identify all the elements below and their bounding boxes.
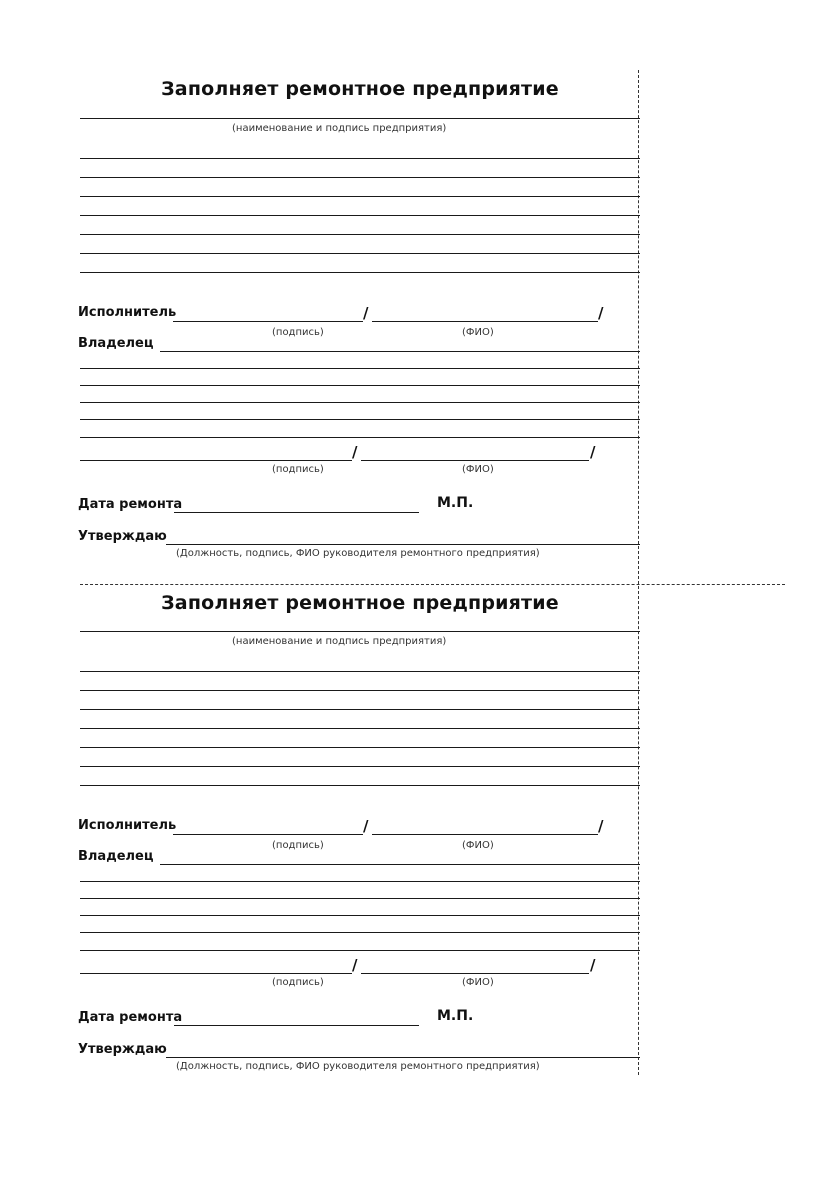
- separator-slash: /: [598, 817, 604, 835]
- repair-date-line[interactable]: [174, 512, 419, 513]
- signature-caption: (подпись): [272, 464, 324, 475]
- horizontal-cut-line: [80, 584, 785, 585]
- text-line[interactable]: [80, 437, 640, 438]
- name-caption: (ФИО): [462, 464, 494, 475]
- repair-date-label: Дата ремонта: [78, 497, 183, 512]
- text-line[interactable]: [80, 747, 640, 748]
- owner-line[interactable]: [160, 864, 640, 865]
- text-line[interactable]: [80, 881, 640, 882]
- executor-signature-line[interactable]: [173, 834, 363, 835]
- text-line[interactable]: [80, 671, 640, 672]
- separator-slash: /: [352, 443, 358, 461]
- text-line[interactable]: [80, 368, 640, 369]
- signature-caption: (подпись): [272, 840, 324, 851]
- approve-line[interactable]: [166, 544, 640, 545]
- name-caption: (ФИО): [462, 840, 494, 851]
- enterprise-line[interactable]: [80, 118, 640, 119]
- text-line[interactable]: [80, 898, 640, 899]
- text-line[interactable]: [80, 385, 640, 386]
- executor-label: Исполнитель: [78, 305, 177, 320]
- text-line[interactable]: [80, 766, 640, 767]
- stamp-label: М.П.: [437, 495, 474, 511]
- text-line[interactable]: [80, 215, 640, 216]
- enterprise-caption: (наименование и подпись предприятия): [232, 636, 447, 647]
- text-line[interactable]: [80, 915, 640, 916]
- executor-name-line[interactable]: [372, 321, 598, 322]
- text-line[interactable]: [80, 728, 640, 729]
- repair-date-label: Дата ремонта: [78, 1010, 183, 1025]
- separator-slash: /: [590, 443, 596, 461]
- executor-signature-line[interactable]: [173, 321, 363, 322]
- separator-slash: /: [352, 956, 358, 974]
- owner-signature-line[interactable]: [80, 973, 352, 974]
- text-line[interactable]: [80, 932, 640, 933]
- approve-caption: (Должность, подпись, ФИО руководителя ремонтного предприятия): [176, 548, 540, 559]
- text-line[interactable]: [80, 158, 640, 159]
- signature-caption: (подпись): [272, 327, 324, 338]
- repair-date-line[interactable]: [174, 1025, 419, 1026]
- text-line[interactable]: [80, 177, 640, 178]
- name-caption: (ФИО): [462, 977, 494, 988]
- text-line[interactable]: [80, 950, 640, 951]
- name-caption: (ФИО): [462, 327, 494, 338]
- owner-name-line[interactable]: [361, 973, 589, 974]
- stamp-label: М.П.: [437, 1008, 474, 1024]
- text-line[interactable]: [80, 196, 640, 197]
- signature-caption: (подпись): [272, 977, 324, 988]
- text-line[interactable]: [80, 785, 640, 786]
- text-line[interactable]: [80, 234, 640, 235]
- separator-slash: /: [363, 304, 369, 322]
- text-line[interactable]: [80, 419, 640, 420]
- owner-label: Владелец: [78, 849, 154, 864]
- vertical-cut-line: [638, 70, 639, 1075]
- approve-caption: (Должность, подпись, ФИО руководителя ремонтного предприятия): [176, 1061, 540, 1072]
- text-line[interactable]: [80, 690, 640, 691]
- separator-slash: /: [598, 304, 604, 322]
- owner-name-line[interactable]: [361, 460, 589, 461]
- block-title: Заполняет ремонтное предприятие: [161, 592, 559, 614]
- executor-label: Исполнитель: [78, 818, 177, 833]
- separator-slash: /: [363, 817, 369, 835]
- approve-label: Утверждаю: [78, 1042, 167, 1057]
- block-title: Заполняет ремонтное предприятие: [161, 78, 559, 100]
- text-line[interactable]: [80, 272, 640, 273]
- owner-line[interactable]: [160, 351, 640, 352]
- text-line[interactable]: [80, 709, 640, 710]
- owner-label: Владелец: [78, 336, 154, 351]
- owner-signature-line[interactable]: [80, 460, 352, 461]
- text-line[interactable]: [80, 253, 640, 254]
- separator-slash: /: [590, 956, 596, 974]
- text-line[interactable]: [80, 402, 640, 403]
- approve-line[interactable]: [166, 1057, 640, 1058]
- enterprise-caption: (наименование и подпись предприятия): [232, 123, 447, 134]
- approve-label: Утверждаю: [78, 529, 167, 544]
- enterprise-line[interactable]: [80, 631, 640, 632]
- executor-name-line[interactable]: [372, 834, 598, 835]
